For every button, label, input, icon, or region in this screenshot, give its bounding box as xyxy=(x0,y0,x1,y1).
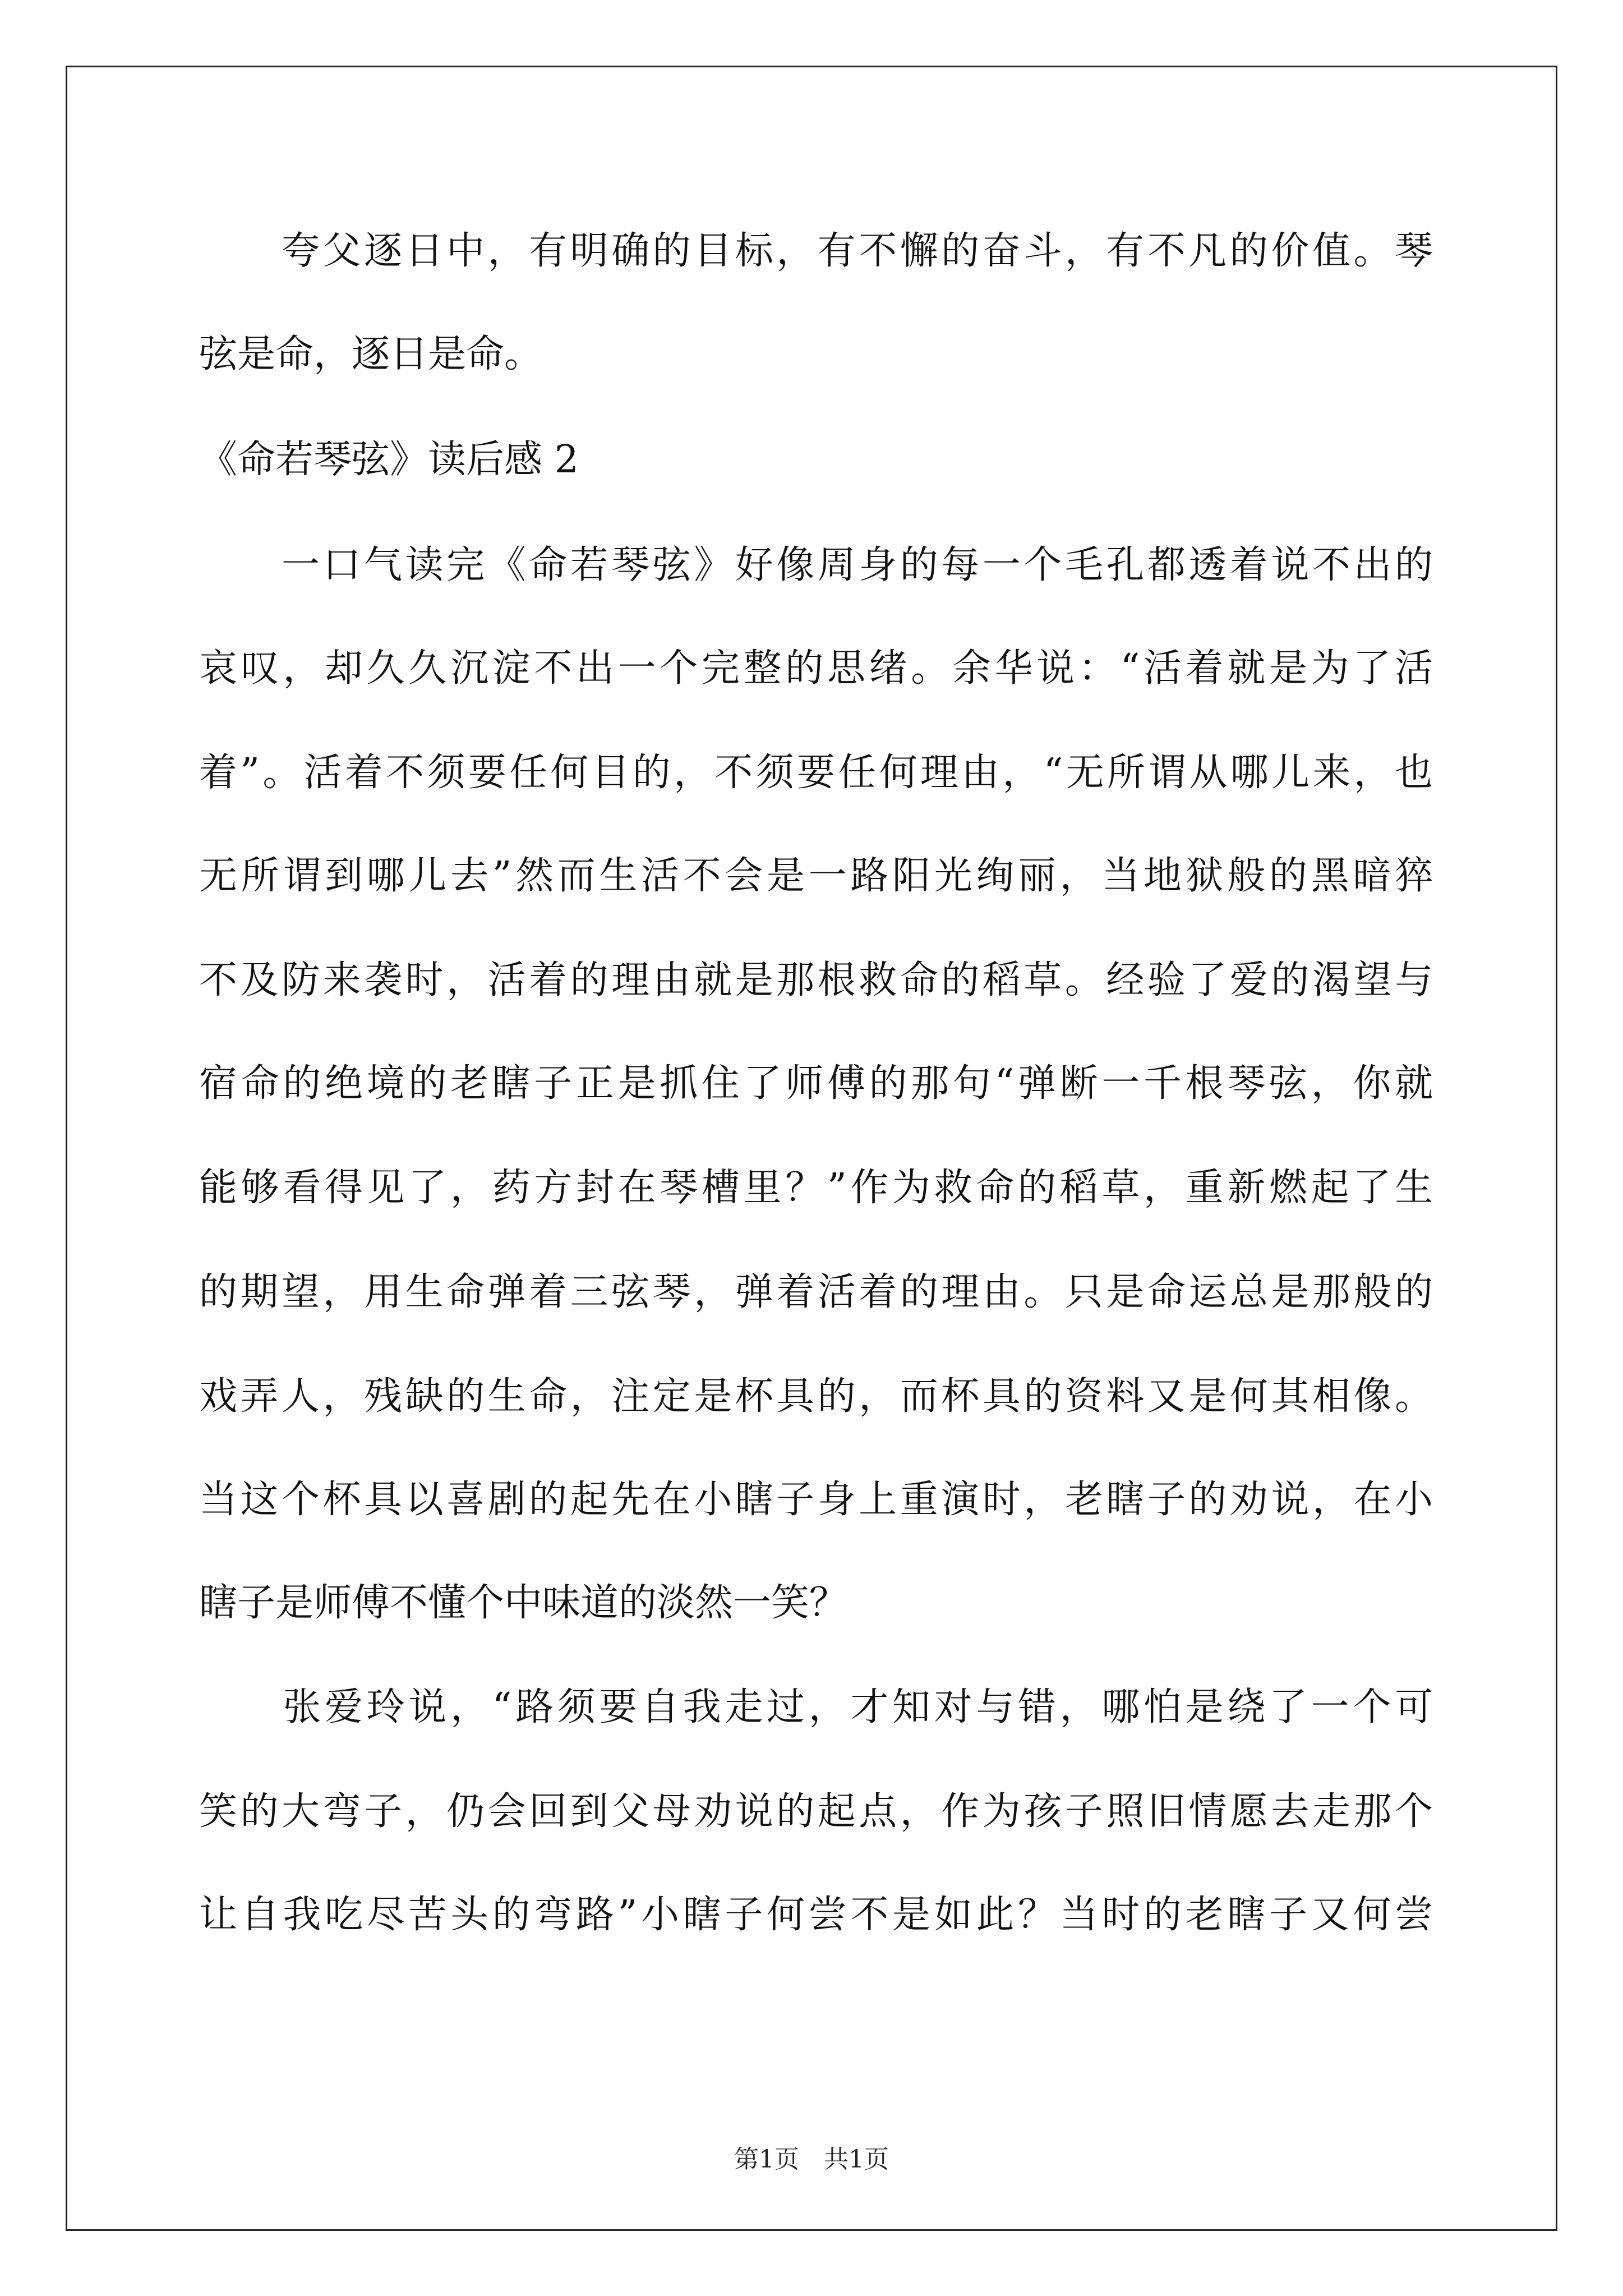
text-line: 不及防来袭时，活着的理由就是那根救命的稻草。经验了爱的渴望与 xyxy=(199,958,1433,1002)
text-line: 夸父逐日中，有明确的目标，有不懈的奋斗，有不凡的价值。琴 xyxy=(199,229,1433,273)
text-line: 哀叹，却久久沉淀不出一个完整的思绪。余华说：“活着就是为了活 xyxy=(199,646,1433,691)
text-line: 张爱玲说，“路须要自我走过，才知对与错，哪怕是绕了一个可 xyxy=(199,1685,1433,1729)
text-line: 能够看得见了，药方封在琴槽里？”作为救命的稻草，重新燃起了生 xyxy=(199,1166,1433,1210)
text-line: 弦是命，逐日是命。 xyxy=(199,332,543,376)
section-heading: 《命若琴弦》读后感 2 xyxy=(199,438,579,482)
text-line: 宿命的绝境的老瞎子正是抓住了师傅的那句“弹断一千根琴弦，你就 xyxy=(199,1061,1433,1106)
page-footer: 第1页 共1页 xyxy=(734,2145,889,2174)
text-line: 戏弄人，残缺的生命，注定是杯具的，而杯具的资料又是何其相像。 xyxy=(199,1374,1433,1419)
text-line: 让自我吃尽苦头的弯路”小瞎子何尝不是如此？当时的老瞎子又何尝 xyxy=(199,1893,1433,1937)
text-line: 的期望，用生命弹着三弦琴，弹着活着的理由。只是命运总是那般的 xyxy=(199,1270,1433,1314)
text-line: 瞎子是师傅不懂个中味道的淡然一笑？ xyxy=(199,1581,848,1625)
text-line: 一口气读完《命若琴弦》好像周身的每一个毛孔都透着说不出的 xyxy=(199,543,1433,587)
text-line: 无所谓到哪儿去”然而生活不会是一路阳光绚丽，当地狱般的黑暗猝 xyxy=(199,854,1433,898)
text-line: 着”。活着不须要任何目的，不须要任何理由，“无所谓从哪儿来，也 xyxy=(199,751,1433,795)
text-line: 笑的大弯子，仍会回到父母劝说的起点，作为孩子照旧情愿去走那个 xyxy=(199,1789,1433,1834)
text-line: 当这个杯具以喜剧的起先在小瞎子身上重演时，老瞎子的劝说，在小 xyxy=(199,1478,1433,1522)
